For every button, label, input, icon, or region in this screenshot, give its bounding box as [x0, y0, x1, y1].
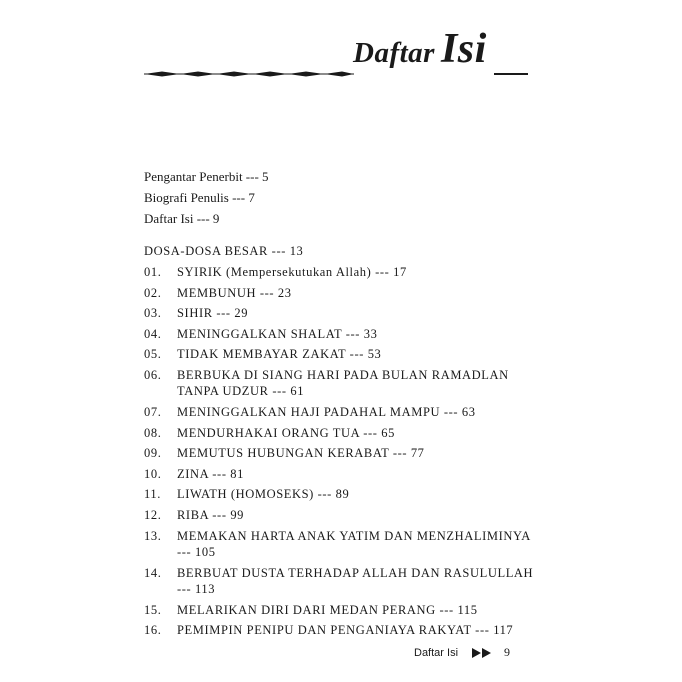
toc-entry	[144, 528, 544, 561]
toc-entry-number: 07.	[144, 405, 162, 420]
running-title: Daftar Isi	[414, 646, 459, 659]
toc-entry-text	[177, 445, 544, 462]
toc-entry-title: BERBUAT DUSTA TERHADAP ALLAH DAN RASULULLAH	[177, 565, 534, 580]
toc-entry	[144, 264, 544, 281]
toc-entry-text	[177, 622, 544, 639]
front-matter-item: Pengantar Penerbit --- 5	[144, 169, 269, 184]
toc-entry-title: PEMIMPIN PENIPU DAN PENGANIAYA RAKYAT --- 117	[177, 623, 514, 638]
toc-entry	[144, 486, 544, 503]
title-underline	[494, 73, 528, 75]
toc-entry-number: 08.	[144, 425, 162, 440]
toc-entry	[144, 466, 544, 483]
toc-entry-title: MEMAKAN HARTA ANAK YATIM DAN MENZHALIMINYA	[177, 528, 531, 543]
toc-list	[144, 264, 544, 643]
toc-entry-text	[177, 404, 544, 421]
toc-entry	[144, 367, 544, 400]
toc-entry	[144, 305, 544, 322]
toc-entry-number: 06.	[144, 367, 162, 382]
toc-entry-text	[177, 565, 544, 598]
toc-entry-title: BERBUKA DI SIANG HARI PADA BULAN RAMADLAN	[177, 367, 509, 382]
toc-entry-number: 09.	[144, 446, 162, 461]
toc-entry	[144, 565, 544, 598]
toc-entry-number: 14.	[144, 565, 162, 580]
toc-entry-title: MENINGGALKAN HAJI PADAHAL MAMPU --- 63	[177, 405, 476, 420]
toc-entry-continuation: TANPA UDZUR --- 61	[177, 384, 305, 399]
decorative-rule	[144, 70, 354, 78]
page-title	[353, 28, 487, 70]
toc-entry-continuation: --- 113	[177, 582, 216, 597]
toc-entry-number: 12.	[144, 508, 162, 523]
page-title-word1: Daftar	[353, 37, 435, 69]
toc-entry-text	[177, 367, 544, 400]
toc-entry-text	[177, 346, 544, 363]
toc-entry-text	[177, 285, 544, 302]
toc-entry-title: MENDURHAKAI ORANG TUA --- 65	[177, 425, 395, 440]
front-matter-item: Biografi Penulis --- 7	[144, 190, 255, 205]
front-matter-list	[144, 166, 269, 229]
page-footer	[414, 645, 510, 660]
toc-entry-title: TIDAK MEMBAYAR ZAKAT --- 53	[177, 347, 382, 362]
double-arrow-right-icon	[472, 648, 492, 658]
toc-entry	[144, 425, 544, 442]
toc-entry-text	[177, 305, 544, 322]
toc-entry-text	[177, 486, 544, 503]
toc-entry-text	[177, 425, 544, 442]
toc-entry-title: MEMBUNUH --- 23	[177, 285, 292, 300]
toc-entry	[144, 285, 544, 302]
front-matter-item: Daftar Isi --- 9	[144, 211, 220, 226]
toc-entry-title: RIBA --- 99	[177, 508, 245, 523]
toc-entry-text	[177, 326, 544, 343]
toc-entry-number: 11.	[144, 487, 161, 502]
toc-entry-continuation: --- 105	[177, 545, 216, 560]
toc-entry-title: SIHIR --- 29	[177, 306, 249, 321]
toc-entry-text	[177, 528, 544, 561]
page-title-word2: Isi	[440, 26, 487, 72]
toc-entry-number: 13.	[144, 528, 162, 543]
toc-entry-number: 01.	[144, 265, 162, 279]
toc-entry	[144, 404, 544, 421]
toc-entry-text	[177, 466, 544, 483]
toc-entry-number: 05.	[144, 347, 162, 362]
section-heading: DOSA-DOSA BESAR --- 13	[144, 244, 304, 258]
toc-entry-title: MEMUTUS HUBUNGAN KERABAT --- 77	[177, 446, 425, 461]
toc-entry-number: 15.	[144, 602, 162, 617]
toc-entry-text	[177, 602, 544, 619]
toc-entry	[144, 507, 544, 524]
toc-entry	[144, 445, 544, 462]
toc-entry-number: 02.	[144, 285, 162, 300]
toc-entry-title: MENINGGALKAN SHALAT --- 33	[177, 326, 378, 341]
toc-entry	[144, 326, 544, 343]
toc-entry-title: LIWATH (HOMOSEKS) --- 89	[177, 487, 350, 502]
page-header	[140, 26, 542, 80]
toc-entry-title: ZINA --- 81	[177, 466, 245, 481]
toc-entry-number: 10.	[144, 466, 162, 481]
toc-entry-number: 04.	[144, 326, 162, 341]
toc-entry-text	[177, 264, 544, 281]
toc-entry-title: SYIRIK (Mempersekutukan Allah) --- 17	[177, 265, 407, 279]
toc-entry-number: 16.	[144, 623, 162, 638]
page-number: 9	[504, 645, 511, 659]
toc-entry-number: 03.	[144, 306, 162, 321]
toc-entry-text	[177, 507, 544, 524]
toc-entry	[144, 346, 544, 363]
toc-entry	[144, 622, 544, 639]
toc-entry	[144, 602, 544, 619]
toc-entry-title: MELARIKAN DIRI DARI MEDAN PERANG --- 115	[177, 602, 478, 617]
